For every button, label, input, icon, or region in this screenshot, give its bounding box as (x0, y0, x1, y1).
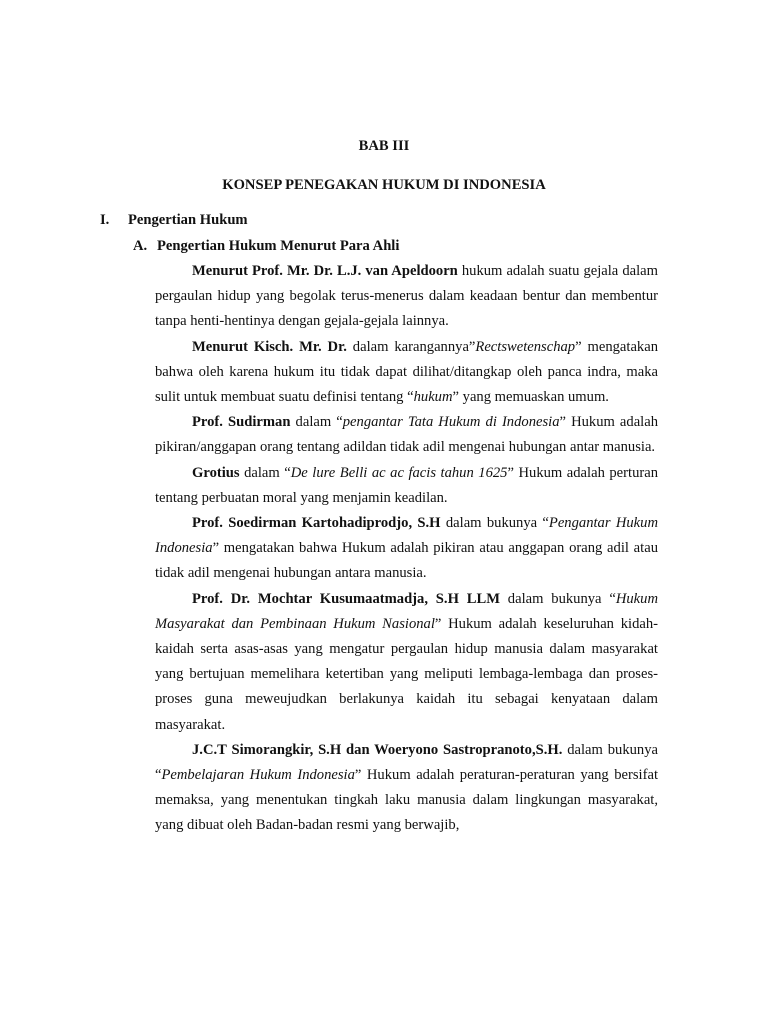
para-mochtar (155, 587, 658, 738)
chapter-title: KONSEP PENEGAKAN HUKUM DI INDONESIA (222, 177, 546, 193)
section-title: Pengertian Hukum (128, 212, 248, 228)
section-number: I. (100, 212, 110, 228)
chapter-number: BAB III (358, 138, 410, 154)
para-apeldoorn (155, 259, 658, 335)
book-title: Pembelajaran Hukum Indonesia (161, 767, 355, 784)
author-name: J.C.T Simorangkir, S.H dan Woeryono Sastropranoto,S.H. (192, 741, 563, 758)
paragraph-text: dalam “ (290, 414, 343, 431)
paragraph-text: ” yang memuaskan umum. (452, 389, 609, 406)
para-soedirman (155, 511, 658, 587)
subsection-heading (133, 236, 399, 256)
author-name: Prof. Dr. Mochtar Kusumaatmadja, S.H LLM (192, 590, 500, 607)
book-title: Rectswetenschap (475, 338, 576, 355)
paragraph-text: dalam karangannya” (346, 338, 476, 355)
subsection-title: Pengertian Hukum Menurut Para Ahli (157, 238, 400, 254)
para-simorangkir (155, 738, 658, 839)
para-grotius (155, 461, 658, 511)
author-name: Prof. Soedirman Kartohadiprodjo, S.H (192, 515, 441, 532)
paragraph-text: dalam bukunya “ (499, 590, 616, 607)
paragraph-text: ” Hukum adalah keseluruhan kidah-kaidah serta asas-asas yang mengatur pergaulan hidup manusia dalam masyarakat yang bertujuan memelihara ketertiban yang meliputi lembaga-lembaga dan proses-proses guna meweujudkan berlakunya kaidah itu sebagai kenyataan dalam masyarakat. (155, 615, 658, 733)
book-title: pengantar Tata Hukum di Indonesia (342, 414, 560, 431)
body-text (155, 259, 658, 839)
paragraph-text: dalam bukunya “ (155, 741, 658, 784)
author-name: Prof. Sudirman (192, 414, 291, 431)
paragraph-text: ” mengatakan bahwa Hukum adalah pikiran atau anggapan orang adil atau tidak adil mengenai hubungan antara manusia. (155, 540, 658, 582)
paragraph-text: ” mengatakan bahwa oleh karena hukum itu tidak dapat dilihat/ditangkap oleh panca indra, maka sulit untuk membuat suatu definisi tentang “ (155, 338, 658, 406)
paragraph-text: ” Hukum adalah pikiran/anggapan orang tentang adildan tidak adil mengenai hubungan antar manusia. (155, 414, 658, 456)
paragraph-text: hukum adalah suatu gejala dalam pergaulan hidup yang begolak terus-menerus dalam keadaan bentur dan membentur tanpa henti-hentinya dengan gejala-gejala lainnya. (155, 263, 658, 330)
subsection-number: A. (133, 238, 148, 254)
author-name: Menurut Prof. Mr. Dr. L.J. van Apeldoorn (192, 263, 458, 279)
paragraph-text: dalam bukunya “ (440, 515, 549, 532)
book-title: De lure Belli ac ac facis tahun 1625 (290, 464, 508, 481)
paragraph-text: ” Hukum adalah perturan tentang perbuatan moral yang menjamin keadilan. (155, 464, 659, 506)
paragraph-text: dalam “ (239, 464, 291, 481)
para-kisch (155, 335, 658, 411)
book-title: Hukum Masyarakat dan Pembinaan Hukum Nasional (155, 590, 658, 632)
para-sudirman (155, 410, 658, 460)
paragraph-text: ” Hukum adalah peraturan-peraturan yang bersifat memaksa, yang menentukan tingkah laku manusia dalam lingkungan masyarakat, yang dibuat oleh Badan-badan resmi yang berwajib, (155, 767, 658, 834)
section-heading (100, 210, 248, 230)
book-title: hukum (413, 389, 453, 406)
author-name: Grotius (192, 464, 240, 481)
author-name: Menurut Kisch. Mr. Dr. (192, 338, 347, 355)
book-title: Pengantar Hukum Indonesia (155, 515, 658, 557)
